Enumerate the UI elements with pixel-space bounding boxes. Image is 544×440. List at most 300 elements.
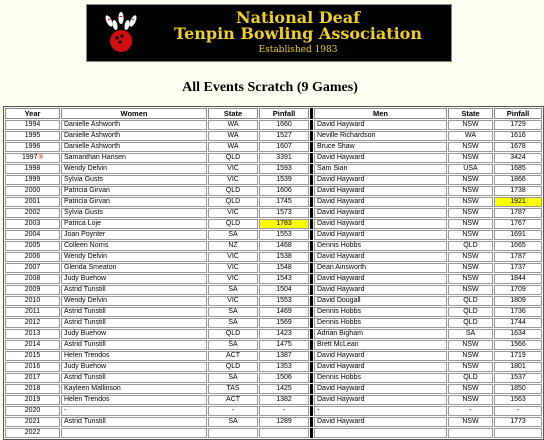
women-pinfall-cell xyxy=(259,428,309,438)
men-pinfall-cell: 1709 xyxy=(494,285,542,295)
table-row xyxy=(5,395,542,405)
column-separator xyxy=(310,362,313,372)
women-pinfall-cell: 1553 xyxy=(259,230,309,240)
column-separator xyxy=(310,131,313,141)
men-state-cell: NSW xyxy=(448,417,493,427)
women-state-cell: SA xyxy=(208,307,258,317)
year-cell xyxy=(5,219,60,229)
men-pinfall-cell: 1729 xyxy=(494,120,542,130)
table-row xyxy=(5,120,542,130)
women-pinfall-header: Pinfall xyxy=(259,108,309,119)
men-pinfall-cell: 1685 xyxy=(494,164,542,174)
year-cell xyxy=(5,362,60,372)
column-separator xyxy=(310,296,313,306)
women-name-cell: Danielle Ashworth xyxy=(61,131,207,141)
women-pinfall-cell: 1569 xyxy=(259,318,309,328)
year-value: 2000 xyxy=(24,187,41,194)
year-cell xyxy=(5,164,60,174)
year-cell xyxy=(5,230,60,240)
men-name-cell: Bruce Shaw xyxy=(314,142,447,152)
men-pinfall-cell: 1801 xyxy=(494,362,542,372)
women-state-cell: QLD xyxy=(208,329,258,339)
year-cell xyxy=(5,296,60,306)
men-pinfall-cell: 3424 xyxy=(494,153,542,163)
year-cell xyxy=(5,285,60,295)
year-value: 1998 xyxy=(24,165,41,172)
men-pinfall-cell: 1767 xyxy=(494,219,542,229)
men-state-cell: NSW xyxy=(448,384,493,394)
year-cell xyxy=(5,252,60,262)
women-name-cell: Helen Trendos xyxy=(61,351,207,361)
column-separator xyxy=(310,329,313,339)
men-name-cell: David Hayward xyxy=(314,252,447,262)
table-body xyxy=(5,120,542,438)
men-state-cell: NSW xyxy=(448,142,493,152)
column-separator xyxy=(310,351,313,361)
men-name-cell: Sam Sian xyxy=(314,164,447,174)
men-pinfall-cell: 1773 xyxy=(494,417,542,427)
women-state-cell: ACT xyxy=(208,351,258,361)
year-cell xyxy=(5,384,60,394)
women-pinfall-cell: 1660 xyxy=(259,120,309,130)
men-state-cell: WA xyxy=(448,131,493,141)
women-name-cell: Patrica Loje xyxy=(61,219,207,229)
column-separator xyxy=(310,197,313,207)
table-row xyxy=(5,186,542,196)
men-state-cell: QLD xyxy=(448,373,493,383)
bowling-pins-logo-icon xyxy=(101,11,141,55)
men-state-cell: QLD xyxy=(448,307,493,317)
column-separator xyxy=(310,307,313,317)
column-separator xyxy=(310,417,313,427)
year-value: 2006 xyxy=(24,253,41,260)
women-pinfall-cell: 1468 xyxy=(259,241,309,251)
year-cell xyxy=(5,131,60,141)
women-name-cell: Wendy Delvin xyxy=(61,296,207,306)
table-row xyxy=(5,285,542,295)
column-separator xyxy=(310,186,313,196)
women-state-cell xyxy=(208,428,258,438)
women-pinfall-cell: 1387 xyxy=(259,351,309,361)
column-separator xyxy=(310,373,313,383)
men-name-cell: David Hayward xyxy=(314,285,447,295)
women-name-cell: Danielle Ashworth xyxy=(61,120,207,130)
women-state-cell: SA xyxy=(208,340,258,350)
women-state-cell: ACT xyxy=(208,395,258,405)
women-name-cell: Samanthan Hansen xyxy=(61,153,207,163)
men-pinfall-cell: 1866 xyxy=(494,175,542,185)
women-state-cell: SA xyxy=(208,318,258,328)
men-name-cell: Dennis Hobbs xyxy=(314,241,447,251)
table-row xyxy=(5,252,542,262)
men-name-cell: David Hayward xyxy=(314,197,447,207)
banner-title-line1: National Deaf xyxy=(235,8,361,27)
table-row xyxy=(5,384,542,394)
women-name-cell: Astrid Tunstill xyxy=(61,307,207,317)
women-pinfall-cell: 1573 xyxy=(259,208,309,218)
results-table-container xyxy=(3,106,537,436)
women-state-cell: WA xyxy=(208,131,258,141)
men-pinfall-cell: 1616 xyxy=(494,131,542,141)
year-value: 1999 xyxy=(24,176,41,183)
year-cell xyxy=(5,329,60,339)
men-name-cell: David Hayward xyxy=(314,351,447,361)
women-state-cell: NZ xyxy=(208,241,258,251)
women-state-cell: VIC xyxy=(208,208,258,218)
women-state-cell: SA xyxy=(208,285,258,295)
column-separator xyxy=(310,108,313,119)
men-name-cell: Dean Ainsworth xyxy=(314,263,447,273)
women-name-cell: Glenda Smeaton xyxy=(61,263,207,273)
year-cell xyxy=(5,175,60,185)
women-name-cell: Judy Buehow xyxy=(61,329,207,339)
women-name-cell: - xyxy=(61,406,207,416)
registered-mark-icon: ® xyxy=(38,155,43,161)
men-state-cell: NSW xyxy=(448,362,493,372)
table-row xyxy=(5,307,542,317)
men-name-cell: David Hayward xyxy=(314,395,447,405)
women-state-cell: QLD xyxy=(208,219,258,229)
men-pinfall-cell: 1850 xyxy=(494,384,542,394)
table-row xyxy=(5,362,542,372)
women-pinfall-cell: 1745 xyxy=(259,197,309,207)
women-state-cell: SA xyxy=(208,230,258,240)
women-pinfall-cell: 3391 xyxy=(259,153,309,163)
women-name-cell: Helen Trendos xyxy=(61,395,207,405)
men-pinfall-cell: 1744 xyxy=(494,318,542,328)
year-value: 2008 xyxy=(24,275,41,282)
column-separator xyxy=(310,208,313,218)
men-name-cell: David Hayward xyxy=(314,120,447,130)
table-row xyxy=(5,197,542,207)
year-value: 2005 xyxy=(24,242,41,249)
year-cell xyxy=(5,241,60,251)
women-state-cell: QLD xyxy=(208,362,258,372)
women-pinfall-cell: 1543 xyxy=(259,274,309,284)
year-value: 2004 xyxy=(24,231,41,238)
women-pinfall-cell: 1469 xyxy=(259,307,309,317)
men-state-cell: NSW xyxy=(448,340,493,350)
men-name-cell: David Hayward xyxy=(314,384,447,394)
column-separator xyxy=(310,395,313,405)
table-row xyxy=(5,340,542,350)
column-separator xyxy=(310,318,313,328)
women-name-cell: Colleen Norris xyxy=(61,241,207,251)
women-name-cell: Judy Buehow xyxy=(61,274,207,284)
men-pinfall-cell: 1736 xyxy=(494,307,542,317)
women-state-cell: VIC xyxy=(208,274,258,284)
women-name-cell: Astrid Tunstill xyxy=(61,285,207,295)
column-separator xyxy=(310,340,313,350)
men-name-cell: David Hayward xyxy=(314,417,447,427)
table-row xyxy=(5,329,542,339)
men-name-cell: David Hayward xyxy=(314,175,447,185)
women-state-cell: QLD xyxy=(208,153,258,163)
men-state-cell: NSW xyxy=(448,219,493,229)
year-cell xyxy=(5,351,60,361)
women-name-cell: Astrid Tunstill xyxy=(61,373,207,383)
men-name-cell: Neville Richardson xyxy=(314,131,447,141)
women-pinfall-cell: 1425 xyxy=(259,384,309,394)
women-pinfall-cell: 1353 xyxy=(259,362,309,372)
year-value: 2003 xyxy=(24,220,41,227)
year-value: 1994 xyxy=(24,121,41,128)
women-name-cell: Astrid Tunstill xyxy=(61,417,207,427)
year-value: 2011 xyxy=(24,308,41,315)
men-state-cell: NSW xyxy=(448,230,493,240)
men-pinfall-cell: 1719 xyxy=(494,351,542,361)
women-state-cell: WA xyxy=(208,120,258,130)
banner-established: Established 1983 xyxy=(258,45,338,55)
men-state-cell: NSW xyxy=(448,175,493,185)
men-state-cell: NSW xyxy=(448,263,493,273)
women-name-cell: Patricia Girvan xyxy=(61,197,207,207)
table-row xyxy=(5,373,542,383)
year-value: 2021 xyxy=(24,418,41,425)
women-name-cell: Judy Buehow xyxy=(61,362,207,372)
women-name-cell: Wendy Delvin xyxy=(61,164,207,174)
men-pinfall-cell: 1665 xyxy=(494,241,542,251)
men-name-cell: David Hayward xyxy=(314,219,447,229)
year-value: 2016 xyxy=(24,363,41,370)
women-pinfall-cell: 1539 xyxy=(259,175,309,185)
men-pinfall-cell: - xyxy=(494,406,542,416)
women-pinfall-cell: 1382 xyxy=(259,395,309,405)
women-pinfall-cell: 1783 xyxy=(259,219,309,229)
year-cell xyxy=(5,197,60,207)
women-name-cell: Astrid Tunstill xyxy=(61,340,207,350)
women-pinfall-cell: 1548 xyxy=(259,263,309,273)
year-value: 2001 xyxy=(24,198,41,205)
year-cell xyxy=(5,406,60,416)
women-pinfall-cell: 1475 xyxy=(259,340,309,350)
men-state-cell: NSW xyxy=(448,153,493,163)
year-cell xyxy=(5,428,60,438)
year-value: 2015 xyxy=(24,352,41,359)
table-row xyxy=(5,230,542,240)
column-separator xyxy=(310,384,313,394)
women-name-cell: Kayleen Mallinson xyxy=(61,384,207,394)
men-name-cell: Brett McLean xyxy=(314,340,447,350)
table-row xyxy=(5,241,542,251)
men-pinfall-header: Pinfall xyxy=(494,108,542,119)
year-cell xyxy=(5,120,60,130)
women-state-cell: VIC xyxy=(208,252,258,262)
men-name-cell: David Hayward xyxy=(314,362,447,372)
year-value: 2013 xyxy=(24,330,41,337)
women-name-cell: Danielle Ashworth xyxy=(61,142,207,152)
page-title: All Events Scratch (9 Games) xyxy=(182,80,358,95)
men-state-cell: QLD xyxy=(448,318,493,328)
year-value: 2009 xyxy=(24,286,41,293)
women-state-cell: SA xyxy=(208,373,258,383)
column-separator xyxy=(310,274,313,284)
men-name-cell: Dennis Hobbs xyxy=(314,307,447,317)
column-separator xyxy=(310,285,313,295)
women-state-cell: WA xyxy=(208,142,258,152)
women-state-header: State xyxy=(208,108,258,119)
men-pinfall-cell: 1634 xyxy=(494,329,542,339)
men-state-cell: QLD xyxy=(448,296,493,306)
year-value: 1995 xyxy=(24,132,41,139)
year-value: 1996 xyxy=(24,143,41,150)
results-table xyxy=(3,106,544,440)
men-pinfall-cell: 1737 xyxy=(494,263,542,273)
year-value: 2019 xyxy=(24,396,41,403)
year-cell xyxy=(5,307,60,317)
year-cell xyxy=(5,373,60,383)
table-row xyxy=(5,406,542,416)
women-header: Women xyxy=(61,108,207,119)
men-state-cell xyxy=(448,428,493,438)
table-row xyxy=(5,131,542,141)
year-value: 2012 xyxy=(24,319,41,326)
men-name-cell: David Hayward xyxy=(314,186,447,196)
women-state-cell: QLD xyxy=(208,197,258,207)
table-row xyxy=(5,296,542,306)
year-cell xyxy=(5,274,60,284)
men-name-cell: David Hayward xyxy=(314,274,447,284)
table-row xyxy=(5,175,542,185)
men-state-cell: NSW xyxy=(448,274,493,284)
women-pinfall-cell: 1423 xyxy=(259,329,309,339)
men-pinfall-cell: 1691 xyxy=(494,230,542,240)
men-pinfall-cell: 1563 xyxy=(494,395,542,405)
women-name-cell: Sylvia Gusts xyxy=(61,175,207,185)
women-state-cell: TAS xyxy=(208,384,258,394)
year-cell xyxy=(5,395,60,405)
women-pinfall-cell: - xyxy=(259,406,309,416)
table-row xyxy=(5,219,542,229)
column-separator xyxy=(310,153,313,163)
table-row xyxy=(5,428,542,438)
men-state-cell: NSW xyxy=(448,197,493,207)
men-state-cell: NSW xyxy=(448,395,493,405)
column-separator xyxy=(310,120,313,130)
year-value: 2010 xyxy=(24,297,41,304)
women-pinfall-cell: 1538 xyxy=(259,252,309,262)
table-row xyxy=(5,318,542,328)
men-name-cell: - xyxy=(314,406,447,416)
year-cell xyxy=(5,208,60,218)
men-header: Men xyxy=(314,108,447,119)
table-row xyxy=(5,153,542,163)
men-state-cell: - xyxy=(448,406,493,416)
column-separator xyxy=(310,164,313,174)
column-separator xyxy=(310,428,313,438)
year-cell xyxy=(5,153,60,163)
women-pinfall-cell: 1527 xyxy=(259,131,309,141)
year-value: 2017 xyxy=(24,374,41,381)
year-value: 2014 xyxy=(24,341,41,348)
men-name-cell: David Hayward xyxy=(314,230,447,240)
men-pinfall-cell: 1809 xyxy=(494,296,542,306)
year-header: Year xyxy=(5,108,60,119)
men-pinfall-cell xyxy=(494,428,542,438)
men-state-cell: NSW xyxy=(448,120,493,130)
column-separator xyxy=(310,241,313,251)
year-cell xyxy=(5,263,60,273)
men-state-cell: NSW xyxy=(448,351,493,361)
men-pinfall-cell: 1787 xyxy=(494,208,542,218)
men-state-cell: QLD xyxy=(448,241,493,251)
women-pinfall-cell: 1504 xyxy=(259,285,309,295)
women-state-cell: - xyxy=(208,406,258,416)
men-name-cell: David Hayward xyxy=(314,208,447,218)
men-state-cell: SA xyxy=(448,329,493,339)
year-cell xyxy=(5,186,60,196)
women-state-cell: VIC xyxy=(208,296,258,306)
women-name-cell: Wendy Delvin xyxy=(61,252,207,262)
column-separator xyxy=(310,230,313,240)
women-name-cell xyxy=(61,428,207,438)
table-header-row xyxy=(5,108,542,119)
men-state-cell: NSW xyxy=(448,186,493,196)
men-state-cell: NSW xyxy=(448,285,493,295)
table-row xyxy=(5,142,542,152)
women-name-cell: Sylvia Gusts xyxy=(61,208,207,218)
women-state-cell: VIC xyxy=(208,164,258,174)
banner-title-line2: Tenpin Bowling Association xyxy=(174,24,422,43)
men-pinfall-cell: 1566 xyxy=(494,340,542,350)
year-cell xyxy=(5,318,60,328)
column-separator xyxy=(310,175,313,185)
year-value: 1997 xyxy=(22,154,38,161)
year-cell xyxy=(5,142,60,152)
men-state-header: State xyxy=(448,108,493,119)
men-state-cell: NSW xyxy=(448,208,493,218)
men-pinfall-cell: 1537 xyxy=(494,373,542,383)
year-value: 2018 xyxy=(24,385,41,392)
year-value: 2022 xyxy=(24,429,41,436)
column-separator xyxy=(310,252,313,262)
year-cell xyxy=(5,340,60,350)
women-pinfall-cell: 1607 xyxy=(259,142,309,152)
women-pinfall-cell: 1553 xyxy=(259,296,309,306)
women-state-cell: VIC xyxy=(208,175,258,185)
year-value: 2007 xyxy=(24,264,41,271)
men-name-cell: Dennis Hobbs xyxy=(314,318,447,328)
men-state-cell: NSW xyxy=(448,252,493,262)
column-separator xyxy=(310,142,313,152)
men-pinfall-cell: 1738 xyxy=(494,186,542,196)
year-value: 2002 xyxy=(24,209,41,216)
women-pinfall-cell: 1289 xyxy=(259,417,309,427)
women-name-cell: Astrid Tunstill xyxy=(61,318,207,328)
men-name-cell: David Hayward xyxy=(314,153,447,163)
women-name-cell: Patricia Girvan xyxy=(61,186,207,196)
men-pinfall-cell: 1921 xyxy=(494,197,542,207)
women-pinfall-cell: 1606 xyxy=(259,186,309,196)
men-name-cell: Adrian Bigham xyxy=(314,329,447,339)
men-name-cell xyxy=(314,428,447,438)
women-name-cell: Joan Poynter xyxy=(61,230,207,240)
column-separator xyxy=(310,406,313,416)
association-banner xyxy=(86,4,452,62)
table-row xyxy=(5,351,542,361)
men-pinfall-cell: 1787 xyxy=(494,252,542,262)
men-state-cell: USA xyxy=(448,164,493,174)
men-pinfall-cell: 1678 xyxy=(494,142,542,152)
table-row xyxy=(5,274,542,284)
year-cell xyxy=(5,417,60,427)
men-name-cell: Dennis Hobbs xyxy=(314,373,447,383)
table-row xyxy=(5,164,542,174)
women-state-cell: VIC xyxy=(208,263,258,273)
table-row xyxy=(5,263,542,273)
women-state-cell: SA xyxy=(208,417,258,427)
men-name-cell: David Dougall xyxy=(314,296,447,306)
